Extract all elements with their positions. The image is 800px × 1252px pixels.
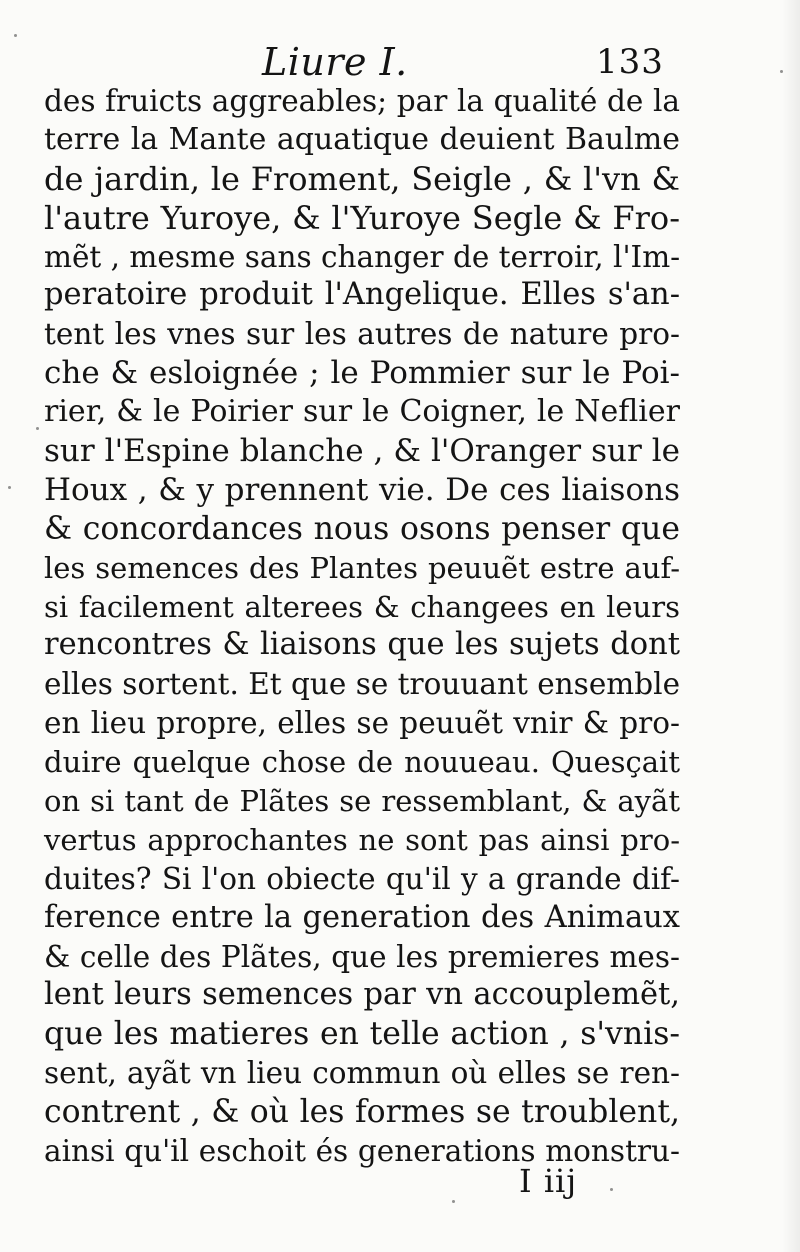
page-edge-shadow	[782, 0, 800, 1252]
text-line: elles sortent. Et que se trouuant ensemble	[44, 667, 681, 702]
page-header	[44, 38, 664, 88]
text-line: que les matieres en telle action , s'vnis-	[44, 1016, 680, 1053]
page-number: 133	[596, 42, 664, 82]
text-line: contrent , & où les formes se troublent,	[44, 1094, 680, 1131]
text-line: mẽt , mesme sans changer de terroir, l'Im-	[44, 239, 681, 274]
text-line: & concordances nous osons penser que	[44, 510, 680, 547]
text-line: Houx , & y prennent vie. De ces liaisons	[44, 471, 680, 508]
text-line: sur l'Espine blanche , & l'Oranger sur le	[44, 433, 680, 470]
text-line: de jardin, le Froment, Seigle , & l'vn &	[44, 159, 680, 198]
text-line: peratoire produit l'Angelique. Elles s'an-	[44, 277, 680, 313]
ink-speck	[14, 34, 17, 37]
text-line: l'autre Yuroye, & l'Yuroye Segle & Fro-	[44, 198, 680, 237]
text-line: les semences des Plantes peuuẽt estre auf-	[44, 550, 680, 585]
text-line: tent les vnes sur les autres de nature pro-	[44, 317, 680, 352]
text-line: & celle des Plãtes, que les premieres mes-	[44, 939, 680, 974]
text-line: terre la Mante aquatique deuient Baulme	[44, 121, 680, 157]
text-line: en lieu propre, elles se peuuẽt vnir & pro-	[44, 706, 680, 741]
text-line: des fruicts aggreables; par la qualité de la	[44, 84, 680, 118]
text-line: ference entre la generation des Animaux	[44, 899, 680, 935]
text-line: duire quelque chose de nouueau. Quesçait	[44, 745, 680, 780]
text-line: rier, & le Poirier sur le Coigner, le Neflier	[44, 394, 680, 430]
text-line: lent leurs semences par vn accouplemẽt,	[44, 977, 680, 1013]
ink-speck	[36, 427, 39, 430]
text-line: che & esloignée ; le Pommier sur le Poi-	[44, 355, 680, 392]
text-line: vertus approchantes ne sont pas ainsi pro-	[44, 822, 680, 857]
text-line: duites? Si l'on obiecte qu'il y a grande dif-	[44, 861, 680, 896]
text-line: rencontres & liaisons que les sujets dont	[44, 627, 680, 663]
text-line: ainsi qu'il eschoit és generations monstru-	[44, 1134, 680, 1169]
running-title: Liure I.	[262, 40, 408, 84]
signature-mark: I iij	[519, 1162, 578, 1200]
text-line: si facilement alterees & changees en leurs	[44, 589, 680, 624]
ink-speck	[610, 1188, 613, 1191]
ink-speck	[452, 1200, 455, 1203]
text-line: sent, ayãt vn lieu commun où elles se ren-	[44, 1056, 680, 1091]
text-line: on si tant de Plãtes se ressemblant, & ayãt	[44, 784, 680, 819]
body-text	[44, 82, 680, 1171]
ink-speck	[8, 486, 11, 489]
